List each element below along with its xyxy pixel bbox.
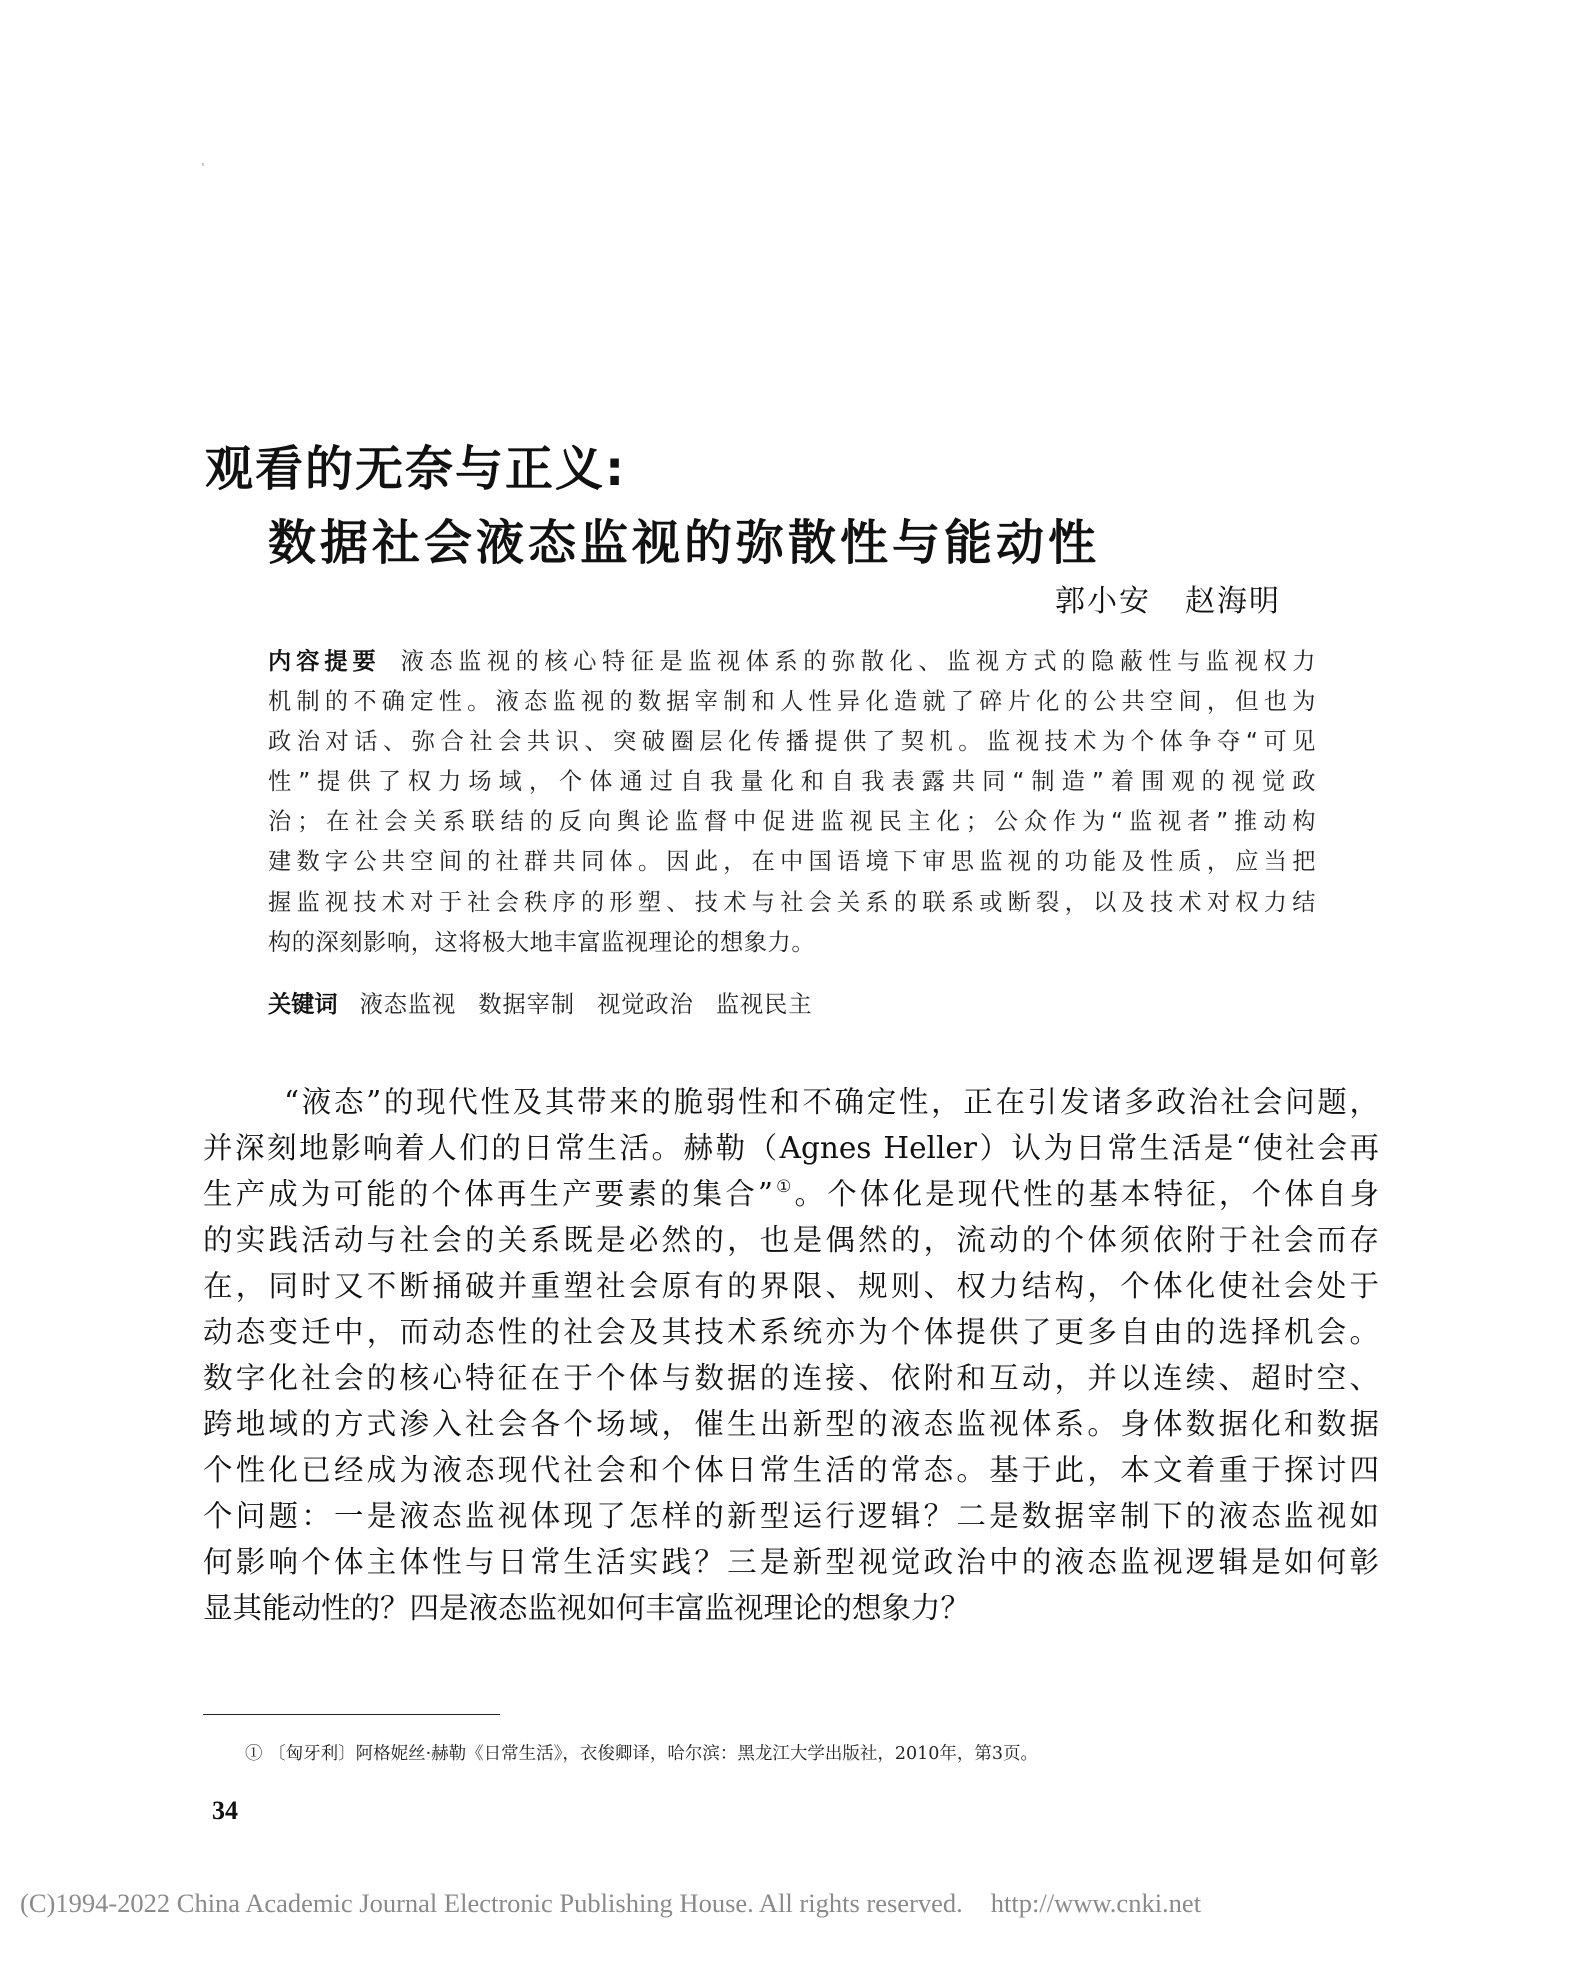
body-line: 个性化已经成为液态现代社会和个体日常生活的常态。基于此，本文着重于探讨四: [203, 1453, 1379, 1487]
body-line: “液态”的现代性及其带来的脆弱性和不确定性，正在引发诸多政治社会问题，: [284, 1085, 1379, 1119]
scan-speck: [202, 163, 204, 166]
keywords: [268, 990, 813, 1020]
footnote: [245, 1742, 1038, 1766]
author-list: [1055, 576, 1281, 620]
page-number: 34: [212, 1796, 238, 1825]
footnote-divider: [203, 1714, 500, 1715]
footnote-text: 〔匈牙利〕阿格妮丝·赫勒《日常生活》，衣俊卿译，哈尔滨：黑龙江大学出版社，2010年，第3页。: [268, 1744, 1039, 1764]
footnote-ref[interactable]: ①: [773, 1177, 795, 1197]
copyright-notice: [20, 1888, 1201, 1919]
publisher-link[interactable]: http://www.cnki.net: [990, 1888, 1202, 1918]
abstract-line: 性”提供了权力场域，个体通过自我量化和自我表露共同“制造”着围观的视觉政: [268, 768, 1316, 795]
body-line: 何影响个体主体性与日常生活实践？三是新型视觉政治中的液态监视逻辑是如何彰: [203, 1545, 1379, 1579]
body-line: 显其能动性的？四是液态监视如何丰富监视理论的想象力？: [203, 1591, 971, 1625]
abstract-line: 政治对话、弥合社会共识、突破圈层化传播提供了契机。监视技术为个体争夺“可见: [268, 728, 1316, 755]
abstract-line: 机制的不确定性。液态监视的数据宰制和人性异化造就了碎片化的公共空间，但也为: [268, 688, 1316, 715]
keyword: 数据宰制: [478, 991, 576, 1018]
article-title-line-2: 数据社会液态监视的弥散性与能动性: [268, 515, 1101, 572]
body-line: 生产成为可能的个体再生产要素的集合”①。个体化是现代性的基本特征，个体自身: [203, 1177, 1379, 1211]
abstract-line: 构的深刻影响，这将极大地丰富监视理论的想象力。: [268, 929, 816, 956]
abstract-line: 治；在社会关系联结的反向舆论监督中促进监视民主化；公众作为“监视者”推动构: [268, 808, 1316, 835]
abstract-label: 内容提要: [268, 648, 381, 675]
article-title-line-1: 观看的无奈与正义:: [205, 441, 627, 498]
footnote-marker: ①: [245, 1744, 263, 1764]
body-line: 个问题：一是液态监视体现了怎样的新型运行逻辑？二是数据宰制下的液态监视如: [203, 1499, 1379, 1533]
body-line: 跨地域的方式渗入社会各个场域，催生出新型的液态监视体系。身体数据化和数据: [203, 1407, 1379, 1441]
body-line: 并深刻地影响着人们的日常生活。赫勒（Agnes Heller）认为日常生活是“使社会再: [203, 1131, 1379, 1165]
body-line: 在，同时又不断捅破并重塑社会原有的界限、规则、权力结构，个体化使社会处于: [203, 1269, 1379, 1303]
copyright-text: (C)1994-2022 China Academic Journal Electronic Publishing House. All rights reserved.: [20, 1888, 963, 1918]
abstract-line: 内容提要 液态监视的核心特征是监视体系的弥散化、监视方式的隐蔽性与监视权力: [268, 648, 1316, 675]
body-line: 数字化社会的核心特征在于个体与数据的连接、依附和互动，并以连续、超时空、: [203, 1361, 1379, 1395]
keyword: 监视民主: [715, 991, 813, 1018]
keyword: 液态监视: [359, 991, 457, 1018]
author-name: 郭小安: [1055, 584, 1151, 619]
abstract-line: 握监视技术对于社会秩序的形塑、技术与社会关系的联系或断裂，以及技术对权力结: [268, 889, 1316, 916]
keyword: 视觉政治: [597, 991, 694, 1018]
keywords-label: 关键词: [268, 991, 338, 1018]
body-line: 动态变迁中，而动态性的社会及其技术系统亦为个体提供了更多自由的选择机会。: [203, 1315, 1379, 1349]
author-name: 赵海明: [1185, 584, 1281, 619]
abstract-line: 建数字公共空间的社群共同体。因此，在中国语境下审思监视的功能及性质，应当把: [268, 848, 1316, 875]
body-line: 的实践活动与社会的关系既是必然的，也是偶然的，流动的个体须依附于社会而存: [203, 1223, 1379, 1257]
